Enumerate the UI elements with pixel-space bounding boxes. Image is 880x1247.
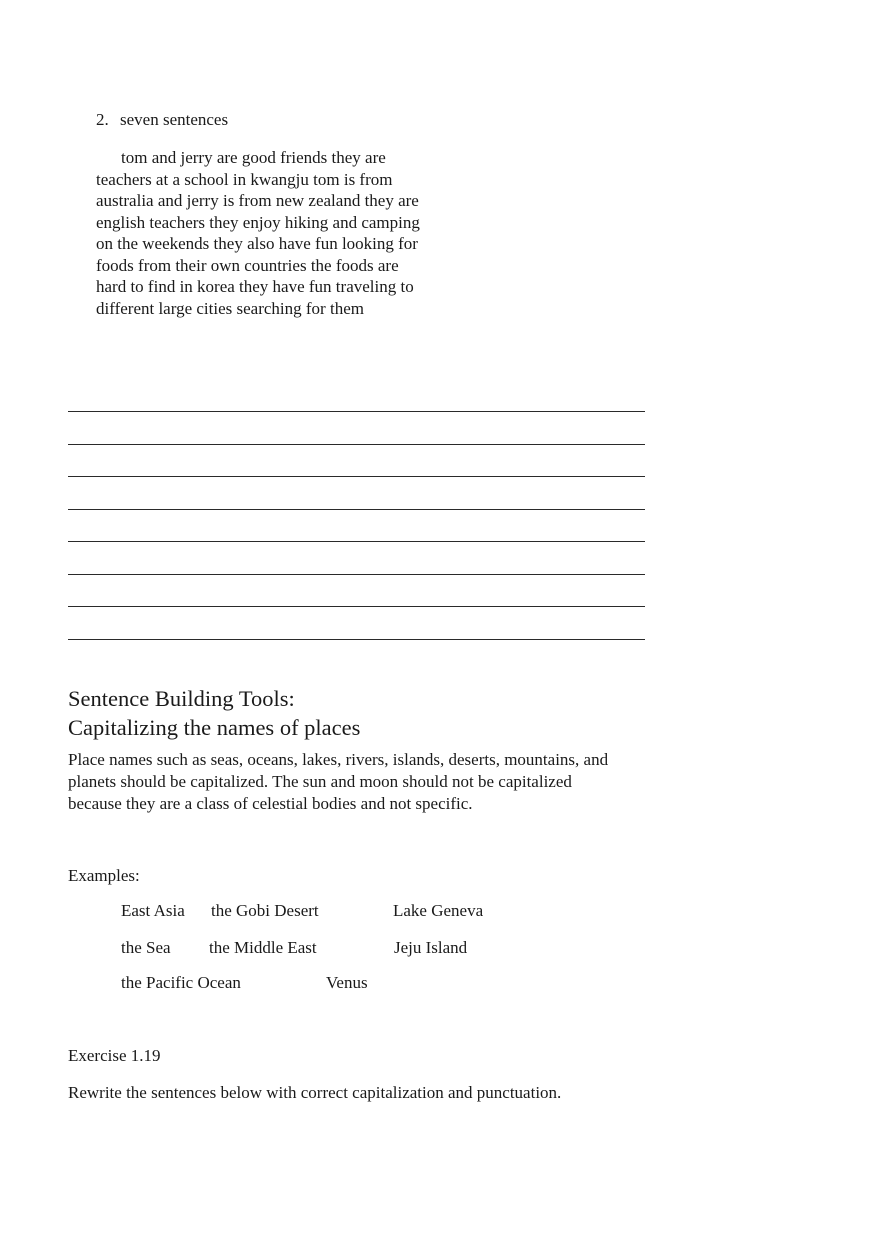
section-title-line: Sentence Building Tools: xyxy=(68,686,295,711)
section-body-line: because they are a class of celestial bodies and not specific. xyxy=(68,794,473,813)
answer-line xyxy=(68,476,645,477)
answer-line xyxy=(68,444,645,445)
paragraph-line: on the weekends they also have fun looking for xyxy=(96,234,418,253)
example-item: East Asia xyxy=(121,901,185,920)
answer-line xyxy=(68,541,645,542)
answer-line xyxy=(68,411,645,412)
example-item: Jeju Island xyxy=(394,938,468,957)
section-title xyxy=(68,684,360,742)
example-item: Lake Geneva xyxy=(393,901,484,920)
example-item: Venus xyxy=(326,973,368,992)
example-item: the Gobi Desert xyxy=(211,901,319,920)
paragraph-line: teachers at a school in kwangju tom is from xyxy=(96,169,393,189)
paragraph-line: english teachers they enjoy hiking and camping xyxy=(96,212,420,232)
paragraph-line: australia and jerry is from new zealand they are xyxy=(96,191,419,210)
paragraph-line: foods from their own countries the foods are xyxy=(96,255,399,275)
section-title-line: Capitalizing the names of places xyxy=(68,715,361,740)
task-item xyxy=(96,110,228,130)
example-item: the Sea xyxy=(121,938,171,957)
section-body-line: planets should be capitalized. The sun and moon should not be capitalized xyxy=(68,772,572,791)
task-item-number: 2. xyxy=(96,110,109,129)
example-item: the Pacific Ocean xyxy=(121,973,241,992)
example-item: the Middle East xyxy=(209,938,317,957)
paragraph-line: hard to find in korea they have fun traveling to xyxy=(96,277,414,296)
answer-line xyxy=(68,606,645,607)
section-body-line: Place names such as seas, oceans, lakes, rivers, islands, deserts, mountains, and xyxy=(68,750,609,769)
exercise-title: Exercise 1.19 xyxy=(68,1046,161,1065)
exercise-instructions: Rewrite the sentences below with correct capitalization and punctuation. xyxy=(68,1083,562,1102)
paragraph-line: different large cities searching for them xyxy=(96,298,364,318)
answer-lines xyxy=(68,411,645,671)
answer-line xyxy=(68,509,645,510)
answer-line xyxy=(68,639,645,640)
task-item-label: seven sentences xyxy=(120,110,229,129)
examples-label: Examples: xyxy=(68,866,140,885)
uncorrected-paragraph xyxy=(96,147,456,319)
paragraph-line: tom and jerry are good friends they are xyxy=(121,148,386,167)
answer-line xyxy=(68,574,645,575)
section-body xyxy=(68,749,668,815)
